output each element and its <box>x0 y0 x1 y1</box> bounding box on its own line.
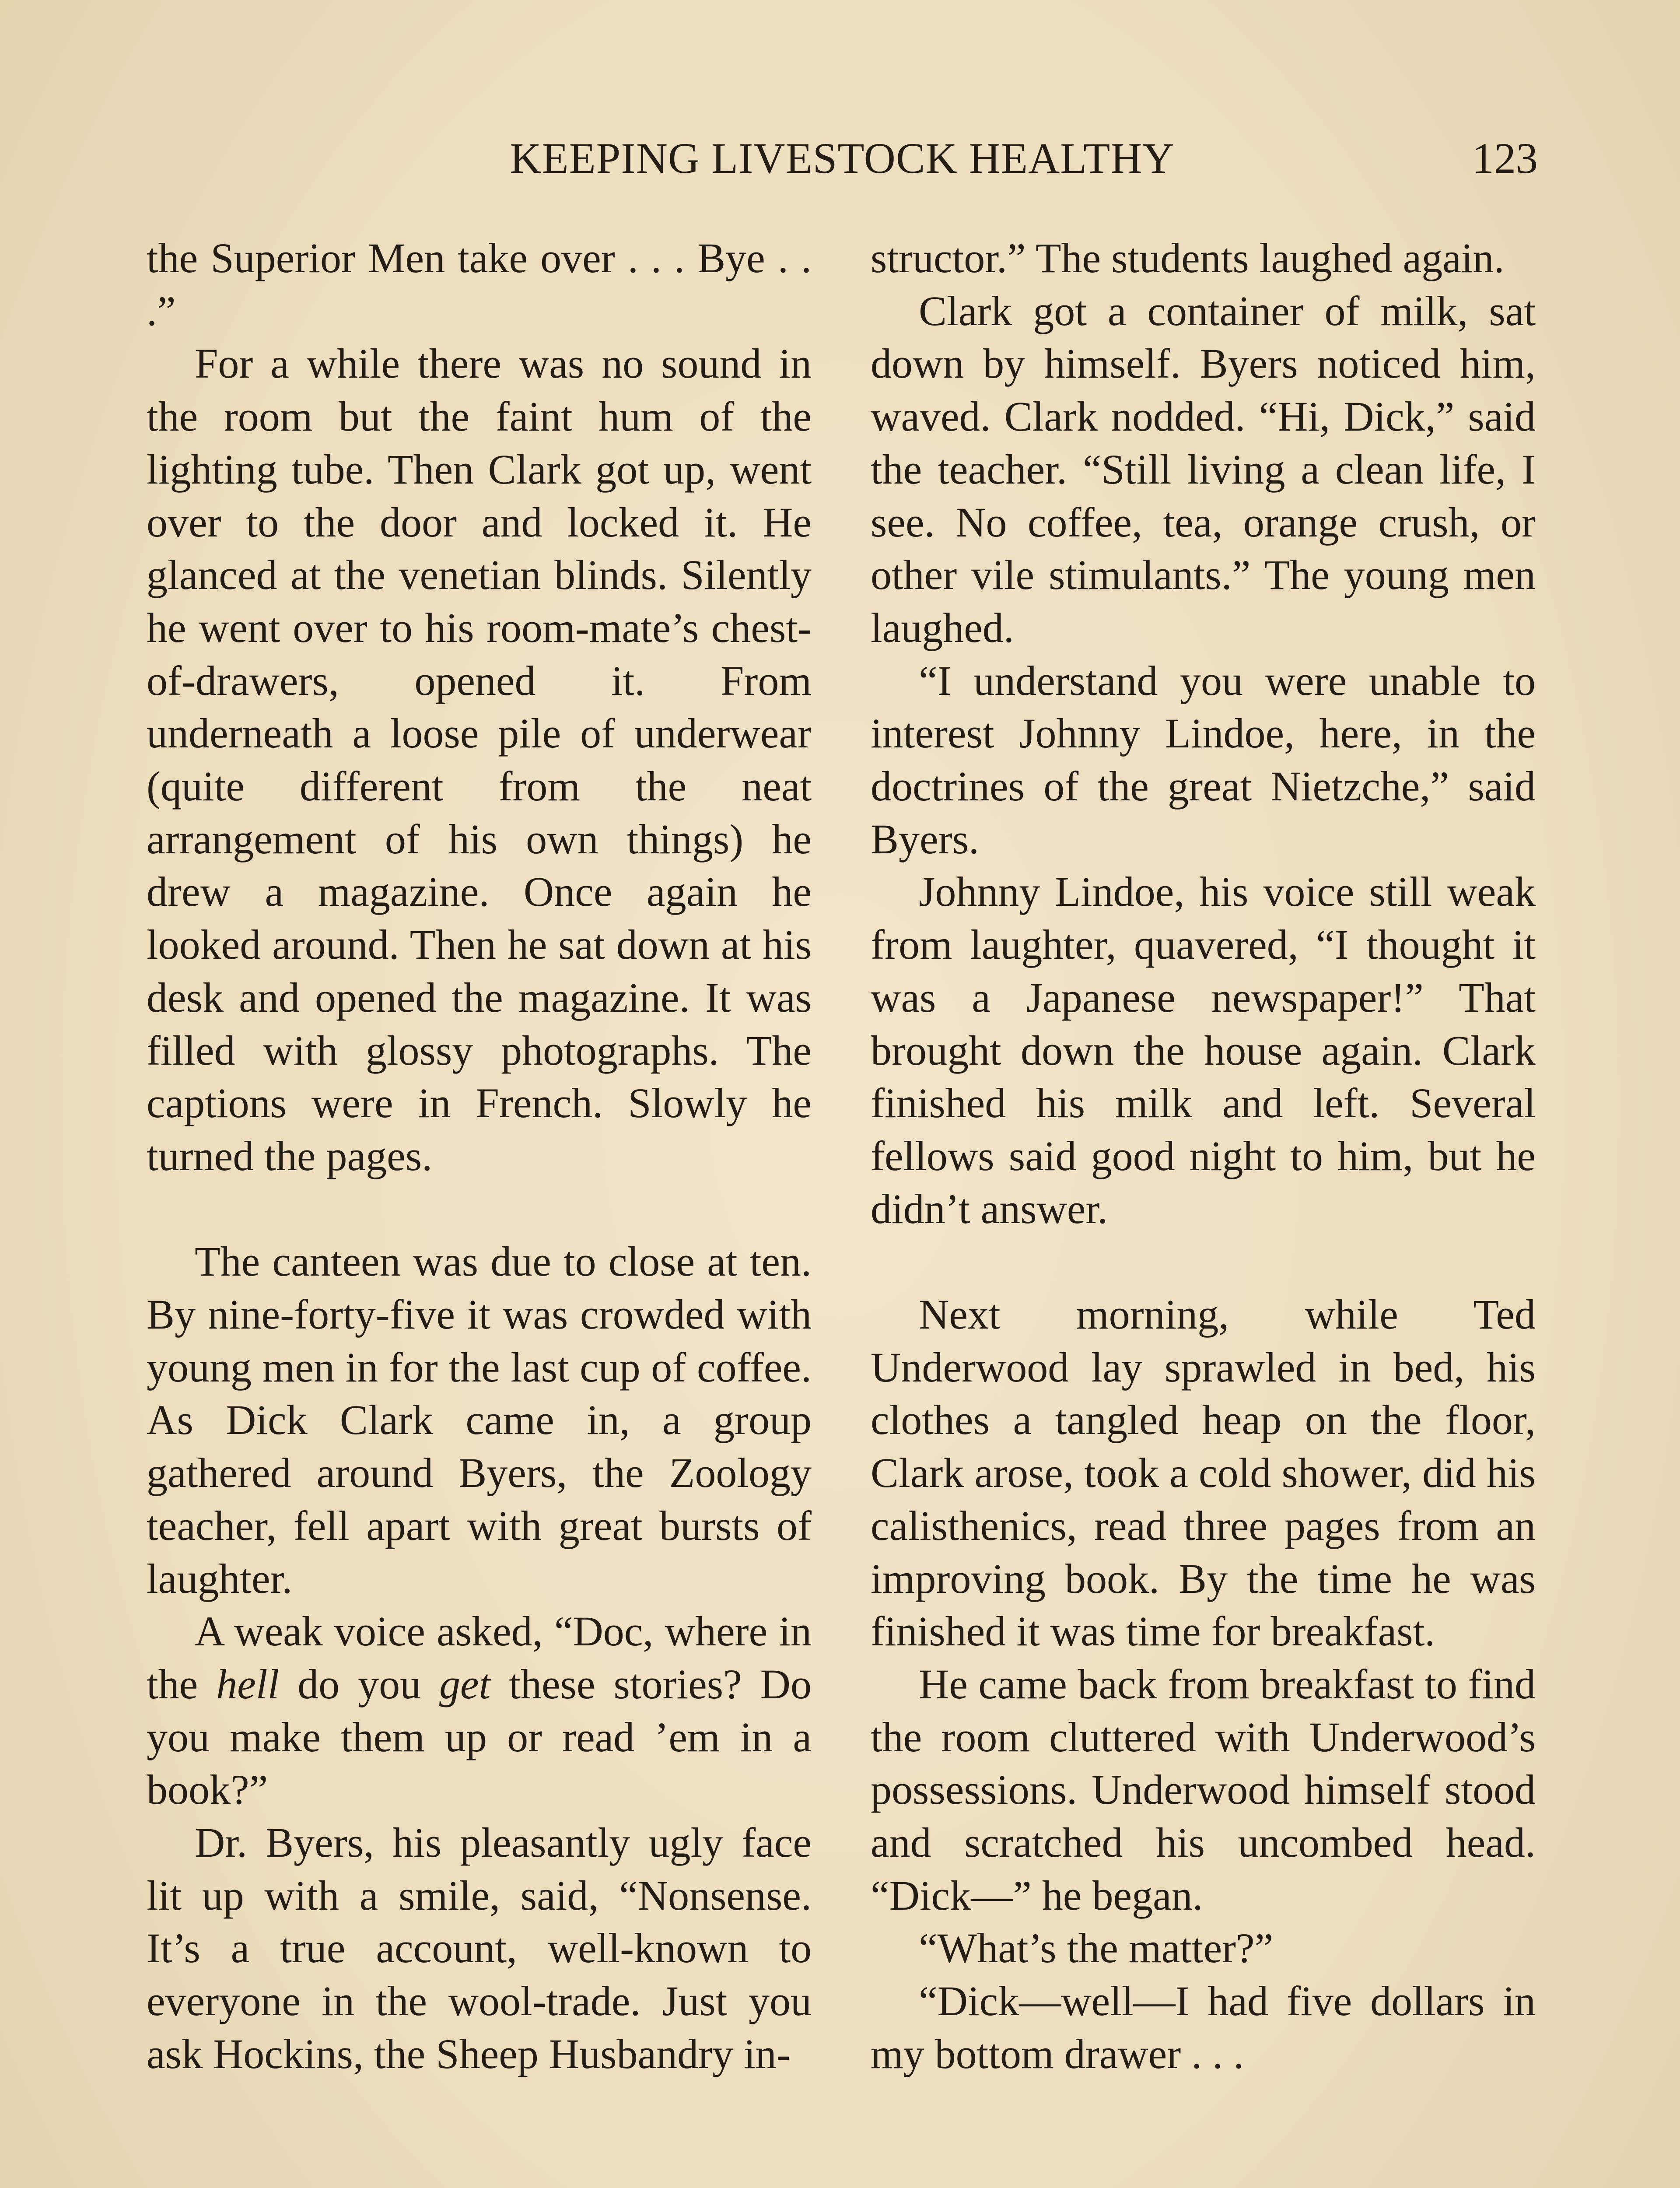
italic-word: get <box>439 1660 491 1708</box>
paragraph: “Dick—well—I had five dollars in my bottom drawer . . . <box>871 1978 1536 2077</box>
paragraph: “What’s the matter?” <box>919 1925 1274 1972</box>
paragraph: Dr. Byers, his pleasantly ugly face lit up with a smile, said, “Nonsense. It’s a true account, well-known to everyone in the wool-trade. Just you ask Hockins, the Sheep Husbandry in- <box>147 1819 812 2077</box>
left-column <box>147 232 812 2081</box>
paragraph: For a while there was no sound in the room but the faint hum of the lighting tube. Then Clark got up, went over to the door and locked it. He glanced at the venetian blinds. Silently he went over to his room-mate’s chest-of-drawers, opened it. From underneath a loose pile of underwear (quite different from the neat arrangement of his own things) he drew a magazine. Once again he looked around. Then he sat down at his desk and opened the magazine. It was filled with glossy photographs. The captions were in French. Slowly he turned the pages. <box>147 340 812 1179</box>
right-column <box>871 232 1536 2081</box>
running-head <box>147 128 1538 189</box>
paragraph: The canteen was due to close at ten. By nine-forty-five it was crowded with young men in for the last cup of coffee. As Dick Clark came in, a group gathered around Byers, the Zoology teacher, fell apart with great bursts of laughter. <box>147 1238 812 1602</box>
paragraph: the Superior Men take over . . . Bye . . .” <box>147 235 812 334</box>
italic-word: hell <box>216 1660 280 1708</box>
paragraph <box>147 1605 812 1816</box>
paragraph: He came back from breakfast to find the room cluttered with Underwood’s possessions. Underwood himself stood and scratched his uncombed head. “Dick—” he began. <box>871 1660 1536 1919</box>
paragraph: Clark got a container of milk, sat down by himself. Byers noticed him, waved. Clark nodded. “Hi, Dick,” said the teacher. “Still living a clean life, I see. No coffee, tea, orange crush, or other vile stimulants.” The young men laughed. <box>871 287 1536 651</box>
text-run: do you <box>279 1660 440 1708</box>
paragraph: Johnny Lindoe, his voice still weak from laughter, quavered, “I thought it was a Japanese newspaper!” That brought down the house again. Clark finished his milk and left. Several fellows said good night to him, but he didn’t answer. <box>871 868 1536 1232</box>
running-title: KEEPING LIVESTOCK HEALTHY <box>510 134 1175 182</box>
paragraph: Next morning, while Ted Underwood lay sprawled in bed, his clothes a tangled heap on the floor, Clark arose, took a cold shower, did his calisthenics, read three pages from an improving book. By the time he was finished it was time for breakfast. <box>871 1291 1536 1655</box>
text-run: A weak voice asked, “Doc, where in the <box>147 1608 812 1708</box>
page-number: 123 <box>1472 134 1538 182</box>
text-run: these stories? Do you make them up or read ’em in a book?” <box>147 1660 812 1813</box>
paragraph: “I understand you were unable to interest Johnny Lindoe, here, in the doctrines of the great Nietzche,” said Byers. <box>871 657 1536 863</box>
paragraph: structor.” The students laughed again. <box>871 235 1505 281</box>
